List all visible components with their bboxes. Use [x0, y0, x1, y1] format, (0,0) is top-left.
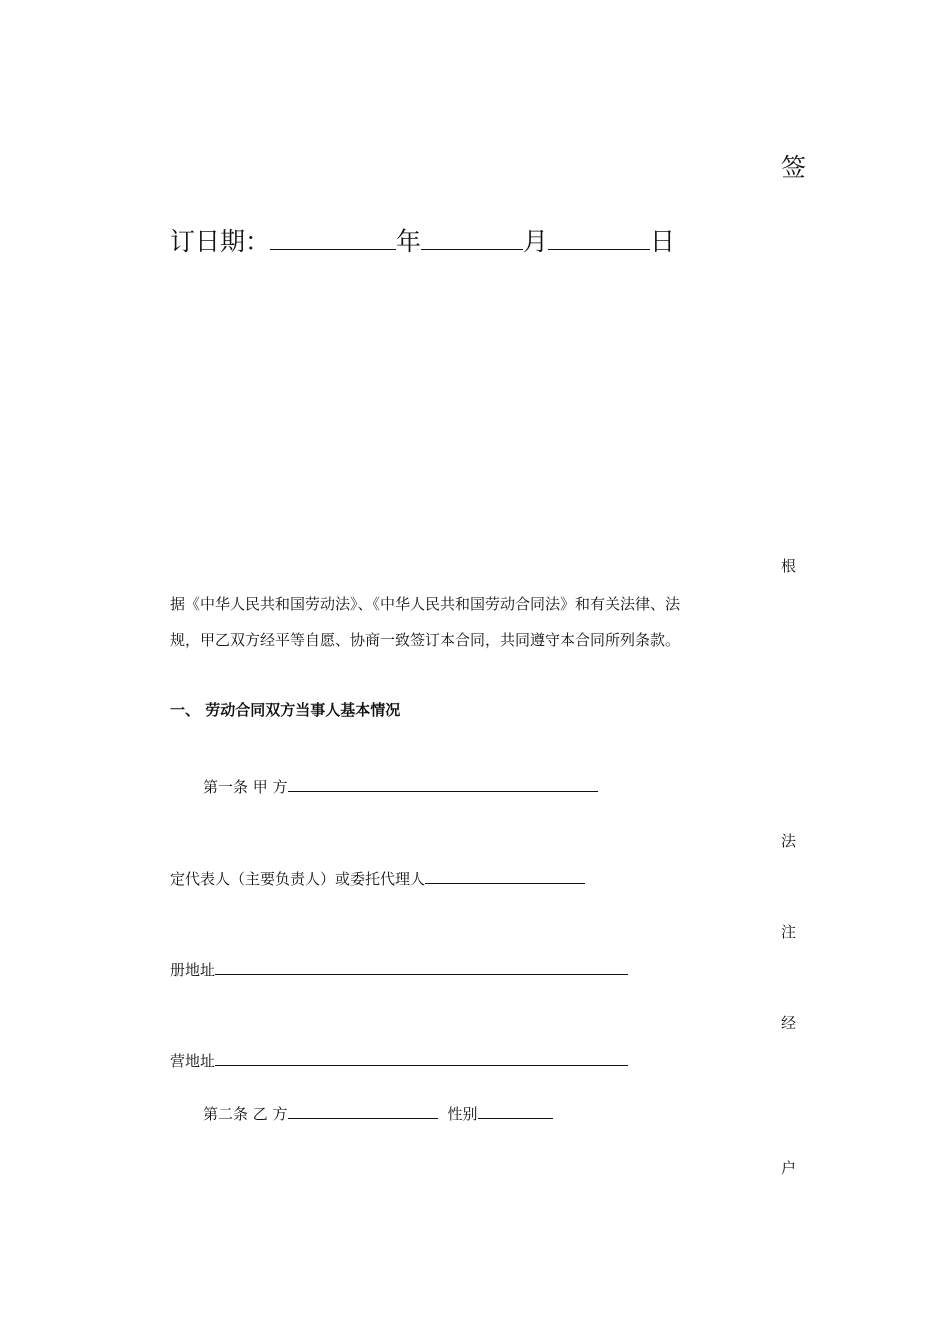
- reg-addr-lead-char: 注: [781, 923, 797, 941]
- day-blank[interactable]: [548, 248, 650, 250]
- party-a-blank[interactable]: [288, 790, 598, 792]
- gender-blank[interactable]: [478, 1117, 553, 1119]
- month-blank[interactable]: [421, 248, 523, 250]
- legal-rep-row: [170, 868, 585, 889]
- gender-label: 性别: [447, 1105, 478, 1123]
- biz-addr-label: 营地址: [170, 1052, 216, 1070]
- legal-rep-blank[interactable]: [425, 882, 585, 884]
- sign-date-line: [170, 222, 675, 258]
- month-label: 月: [523, 227, 549, 256]
- article-1-party-a-row: [203, 776, 598, 797]
- year-blank[interactable]: [270, 248, 396, 250]
- year-label: 年: [396, 227, 422, 256]
- article-2-label: 第二条 乙 方: [203, 1105, 288, 1123]
- party-b-blank[interactable]: [288, 1117, 438, 1119]
- biz-addr-blank[interactable]: [215, 1064, 628, 1066]
- biz-addr-row: [170, 1050, 628, 1071]
- biz-addr-lead-char: 经: [781, 1014, 797, 1032]
- article-2-party-b-row: [203, 1103, 553, 1124]
- legal-rep-lead-char: 法: [781, 832, 797, 850]
- preamble-line-2: 规，甲乙双方经平等自愿、协商一致签订本合同，共同遵守本合同所列条款。: [170, 631, 681, 649]
- sign-date-lead-char: 签: [781, 153, 807, 182]
- reg-addr-row: [170, 959, 628, 980]
- household-lead-char: 户: [781, 1159, 797, 1177]
- day-label: 日: [650, 227, 676, 256]
- preamble-line-1: 据《中华人民共和国劳动法》、《中华人民共和国劳动合同法》和有关法律、法: [170, 595, 681, 613]
- reg-addr-blank[interactable]: [215, 973, 628, 975]
- legal-rep-label: 定代表人（主要负责人）或委托代理人: [170, 870, 426, 888]
- sign-date-prefix: 订日期：: [170, 227, 271, 256]
- article-1-label: 第一条 甲 方: [203, 778, 288, 796]
- section-1-title: 一、 劳动合同双方当事人基本情况: [170, 701, 401, 719]
- reg-addr-label: 册地址: [170, 961, 216, 979]
- preamble-lead-char: 根: [781, 557, 797, 575]
